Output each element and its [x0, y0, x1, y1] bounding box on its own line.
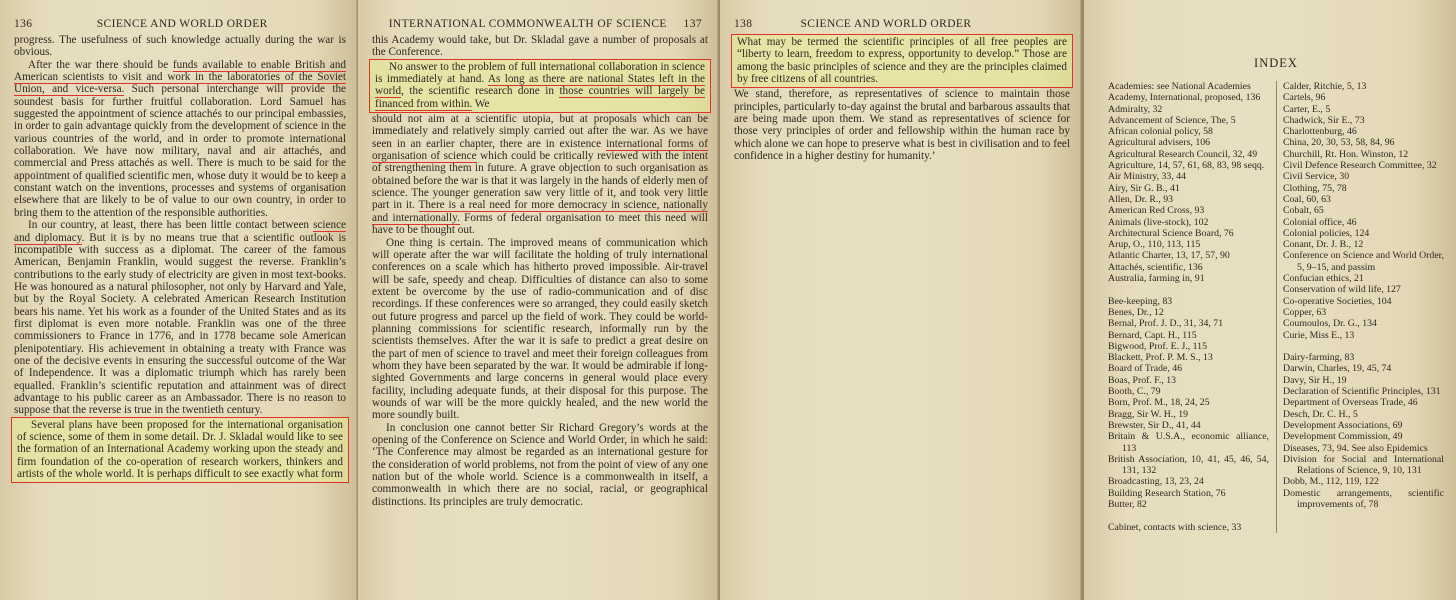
paragraph: this Academy would take, but Dr. Skladal gave a number of proposals at the Conference.	[372, 34, 708, 59]
index-entry: African colonial policy, 58	[1108, 126, 1213, 138]
page-number: 138	[734, 18, 753, 30]
index-entry: Agricultural Research Council, 32, 49	[1108, 148, 1258, 160]
index-entry: Colonial policies, 124	[1283, 227, 1370, 239]
index-entry: Australia, farming in, 91	[1108, 273, 1205, 285]
paragraph: We stand, therefore, as representatives of science to maintain those principles, particularly to-day against the brutal and barbarous assaults that are being made upon them. We stand as representatives of science for those very principles of order and fellowship within the human race by which alone we can hope to preserve what is best in civilisation and to feel confidence in a higher destiny for humanity.’	[734, 88, 1070, 163]
index-entry: Co-operative Societies, 104	[1283, 295, 1392, 307]
index-entry: Advancement of Science, The, 5	[1108, 114, 1236, 126]
index-entry: Brewster, Sir D., 41, 44	[1108, 419, 1201, 431]
index-columns	[1108, 81, 1444, 533]
index-title: INDEX	[1254, 56, 1298, 70]
index-entry: Academy, International, proposed, 136	[1108, 92, 1261, 104]
highlighted-box	[11, 417, 349, 484]
index-entry: Agricultural advisers, 106	[1108, 137, 1211, 149]
index-entry: Civil Service, 30	[1283, 171, 1350, 183]
underlined-passage: funds available to enable British and American scientists to visit and work in the laboratories of the Soviet Union, and vice-versa.	[14, 58, 347, 96]
page-138	[720, 0, 1080, 600]
index-entry: Bernal, Prof. J. D., 31, 34, 71	[1108, 318, 1224, 330]
index-entry: Airy, Sir G. B., 41	[1108, 182, 1180, 194]
index-entry: Carter, E., 5	[1283, 103, 1331, 115]
index-entry: Conant, Dr. J. B., 12	[1283, 239, 1364, 251]
index-entry: Division for Social and International Relations of Science, 9, 10, 131	[1283, 453, 1444, 477]
index-entry: Butter, 82	[1108, 498, 1147, 510]
page-number: 136	[14, 18, 33, 30]
index-entry: Curie, Miss E., 13	[1283, 329, 1355, 341]
highlighted-box	[731, 34, 1073, 88]
index-entry: Benes, Dr., 12	[1108, 306, 1164, 318]
index-entry: Declaration of Scientific Principles, 131	[1283, 386, 1441, 398]
index-entry: Desch, Dr. C. H., 5	[1283, 408, 1358, 420]
index-entry: Cabinet, contacts with science, 33	[1108, 521, 1242, 533]
index-entry: Building Research Station, 76	[1108, 487, 1226, 499]
index-gap	[1108, 284, 1269, 295]
index-entry: Booth, C., 79	[1108, 386, 1161, 398]
index-entry: British Association, 10, 41, 45, 46, 54, 131, 132	[1108, 453, 1269, 477]
index-entry: Development Associations, 69	[1283, 419, 1403, 431]
index-entry: Development Commission, 49	[1283, 431, 1403, 443]
paragraph: No answer to the problem of full international collaboration in science is immediately at hand. As long as there are national States left in the world, the scientific research done in those countries will largely be financed from within. We	[375, 60, 705, 110]
index-entry: Cobalt, 65	[1283, 205, 1324, 217]
underlined-passage: science and diplomacy	[14, 219, 346, 244]
index-entry: Conference on Science and World Order, 5, 9–15, and passim	[1283, 250, 1444, 273]
index-entry: Confucian ethics, 21	[1283, 273, 1364, 285]
paragraph: progress. The usefulness of such knowledge actually during the war is obvious.	[14, 34, 346, 59]
paragraph: What may be termed the scientific principles of all free peoples are “liberty to learn, freedom to express, opportunity to develop.” Those are among the basic principles of science and they are the principles claimed by free citizens of all countries.	[737, 36, 1067, 86]
index-entry: Bernard, Capt. H., 115	[1108, 329, 1197, 341]
index-entry: Allen, Dr. R., 93	[1108, 193, 1174, 205]
index-entry: Dairy-farming, 83	[1283, 352, 1355, 364]
index-entry: Atlantic Charter, 13, 17, 57, 90	[1108, 250, 1230, 262]
paragraph: One thing is certain. The improved means of communication which will operate after the war will facilitate the holding of truly international conferences on a scale which has hitherto proved impossible. Air-travel will be safe, speedy and cheap. Difficulties of distance can also to some extent be overcome by the use of radio-communication and of disc recordings. If these conferences were so arranged, they could easily sketch out future progress and parcel up the field of work. They could be world-planning commissions for scientific research, informally run by the scientists themselves. After the war it is safe to predict a great desire on the part of men of science to travel and meet their foreign colleagues from whom they have been separated by the war. It would be admirable if long-sighted Governments and large concerns in general would place every facility, including adequate funds, at their disposal for this purpose. The wounds of war will be the more quickly healed, and the new world the more soundly built.	[372, 236, 708, 422]
index-entry: Born, Prof. M., 18, 24, 25	[1108, 397, 1210, 409]
underlined-passage: those countries will largely be financed from within.	[375, 85, 705, 110]
index-entry: Clothing, 75, 78	[1283, 182, 1347, 194]
index-entry: Air Ministry, 33, 44	[1108, 171, 1187, 183]
index-entry: Coal, 60, 63	[1283, 193, 1331, 205]
running-title: SCIENCE AND WORLD ORDER	[800, 18, 972, 30]
index-entry: Colonial office, 46	[1283, 216, 1357, 228]
index-page	[1084, 0, 1456, 600]
index-entry: Arup, O., 110, 113, 115	[1108, 239, 1201, 251]
underlined-passage: There is a real need for more democracy in science, nationally and internationally.	[372, 199, 708, 224]
page-header	[372, 18, 708, 30]
index-entry: Boas, Prof. F., 13	[1108, 374, 1177, 386]
paragraph: Several plans have been proposed for the international organisation of science, some of them in some detail. Dr. J. Skladal would like to see the formation of an International Academy working upon the steady and firm foundation of the co-operation of research workers, thinkers and artists of the whole world. It is perhaps difficult to see exactly what form	[17, 418, 344, 481]
index-entry: Britain & U.S.A., economic alliance, 113	[1108, 431, 1269, 454]
highlighted-box	[369, 59, 711, 113]
index-gap	[1283, 341, 1444, 352]
index-entry: Diseases, 73, 94. See also Epidemics	[1283, 442, 1428, 454]
index-entry: Calder, Ritchie, 5, 13	[1283, 81, 1367, 92]
index-entry: Attachés, scientific, 136	[1108, 261, 1203, 273]
index-entry: Bigwood, Prof. E. J., 115	[1108, 340, 1207, 352]
index-column-left	[1108, 81, 1269, 533]
index-gap	[1108, 510, 1269, 521]
index-entry: Board of Trade, 46	[1108, 363, 1183, 375]
page-header	[14, 18, 346, 30]
index-entry: Architectural Science Board, 76	[1108, 227, 1234, 239]
index-entry: Blackett, Prof. P. M. S., 13	[1108, 352, 1213, 364]
index-entry: Civil Defence Research Committee, 32	[1283, 160, 1437, 172]
index-column-right	[1276, 81, 1444, 533]
index-entry: Broadcasting, 13, 23, 24	[1108, 476, 1204, 488]
index-entry: Department of Overseas Trade, 46	[1283, 397, 1418, 409]
underlined-passage: international forms of organisation of science	[372, 137, 708, 163]
index-entry: Domestic arrangements, scientific improvements of, 78	[1283, 487, 1444, 510]
page-header	[734, 18, 1070, 30]
index-entry: Charlottenburg, 46	[1283, 126, 1357, 138]
index-entry: Bee-keeping, 83	[1108, 295, 1173, 307]
index-entry: Copper, 63	[1283, 306, 1327, 318]
index-entry: Animals (live-stock), 102	[1108, 216, 1209, 228]
index-entry: Churchill, Rt. Hon. Winston, 12	[1283, 148, 1409, 160]
index-entry: Agriculture, 14, 57, 61, 68, 83, 98 seqq.	[1108, 160, 1265, 172]
paragraph: After the war there should be funds available to enable British and American scientists to visit and work in the laboratories of the Soviet Union, and vice-versa. Such personal interchange will provide the soundest basis for further fruitful collaboration. Lord Samuel has suggested the appointment of science attachés to our principal embassies, in order to gain advantage quickly from the development of science in the various countries of the world, and in order to promote international collaboration. We have now military, naval and air attachés, and commercial and Press attachés as well. There is much to be said for the appointment of qualified scientific men, whose duty it would be to keep a constant watch on the inventions, processes and systems of organisation elsewhere that are likely to be of value to our own country, in order to bring them to the attention of the responsible authorities.	[14, 58, 347, 219]
index-entry: Darwin, Charles, 19, 45, 74	[1283, 363, 1392, 375]
index-entry: China, 20, 30, 53, 58, 84, 96	[1283, 137, 1395, 149]
index-entry: Cartels, 96	[1283, 92, 1326, 104]
index-entry: Conservation of wild life, 127	[1283, 284, 1401, 296]
index-entry: Dobb, M., 112, 119, 122	[1283, 476, 1379, 488]
index-entry: Admiralty, 32	[1108, 103, 1163, 115]
running-title: SCIENCE AND WORLD ORDER	[96, 18, 268, 30]
page-number: 137	[683, 18, 702, 30]
running-title: INTERNATIONAL COMMONWEALTH OF SCIENCE	[388, 18, 667, 30]
paragraph: should not aim at a scientific utopia, but at proposals which can be immediately and relatively simply carried out after the war. As we have seen in an earlier chapter, there are in existence international forms of organisation of science which could be critically reviewed with the intent of strengthening them in future. A grave objection to such organisation as obtained before the war is that it was largely in the hands of elderly men of science. The younger generation saw very little of it, and took very little part in it. There is a real need for more democracy in science, nationally and internationally. Forms of federal organisation to meet this need will have to be thought out.	[372, 113, 708, 237]
paragraph: In our country, at least, there has been little contact between science and diplomacy. But it is by no means true that a scientific outlook is incompatible with success as a diplomat. The career of the famous American, Benjamin Franklin, would suggest the reverse. Franklin’s contributions to the early study of electricity are given in most text-books. He was honoured as a natural philosopher, not only by Harvard and Yale, but by the Royal Society. A celebrated American Research Institution bears his name. Yet his work as a founder of the United States and as its first diplomat is even more notable. Franklin was one of the three commissioners to France in 1776, and in 1778 became sole American plenipotentiary. His achievement in obtaining a treaty with France was one of the decisive events in ensuring the successful outcome of the War of Independence. It was a diplomatic triumph which has rarely been equalled. Franklin’s scientific reputation and attainment was of direct advantage to his public career as an Ambassador. There is no reason to suppose that the reverse is true in the twentieth century.	[14, 219, 346, 417]
index-entry: Coumoulos, Dr. G., 134	[1283, 318, 1377, 330]
index-entry: American Red Cross, 93	[1108, 205, 1205, 217]
page-137	[358, 0, 718, 600]
index-entry: Davy, Sir H., 19	[1283, 374, 1347, 386]
index-entry: Bragg, Sir W. H., 19	[1108, 408, 1189, 420]
index-entry: Academies: see National Academies	[1108, 81, 1251, 92]
paragraph: In conclusion one cannot better Sir Richard Gregory’s words at the opening of the Conference on Science and World Order, in which he said: ‘The Conference may almost be regarded as an international gesture for the consideration of world problems, not from the point of view of any one nation but of the whole world. Science is a commonwealth in itself, a commonwealth in which there are no social, racial, or geographical distinctions. Its principles are truly democratic.	[372, 421, 708, 508]
index-entry: Chadwick, Sir E., 73	[1283, 114, 1365, 126]
underlined-passage: As long as there are national States left in the world	[375, 73, 705, 98]
page-136	[0, 0, 356, 600]
